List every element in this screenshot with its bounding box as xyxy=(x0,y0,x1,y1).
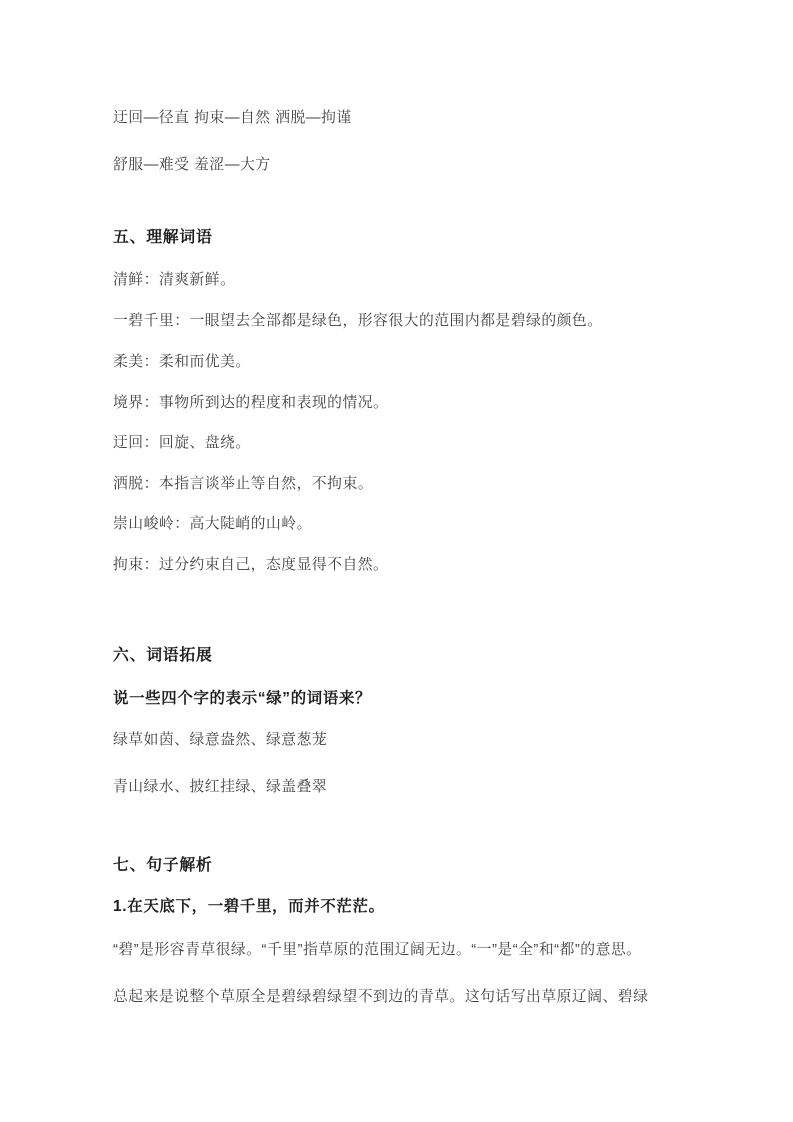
definition-line: 一碧千里：一眼望去全部都是绿色，形容很大的范围内都是碧绿的颜色。 xyxy=(113,313,603,329)
definition-line: 清鲜：清爽新鲜。 xyxy=(113,272,236,288)
word-expansion-line: 青山绿水、披红挂绿、绿盖叠翠 xyxy=(113,779,328,795)
sentence-analysis-line: “碧”是形容青草很绿。“千里”指草原的范围辽阔无边。“一”是“全”和“都”的意思。 xyxy=(113,942,642,958)
definition-line: 崇山峻岭：高大陡峭的山岭。 xyxy=(113,516,312,532)
analyzed-sentence: 1.在天底下，一碧千里，而并不茫茫。 xyxy=(113,898,385,915)
section-heading-word-expansion: 六、词语拓展 xyxy=(113,647,213,664)
sentence-analysis-line: 总起来是说整个草原全是碧绿碧绿望不到边的青草。这句话写出草原辽阔、碧绿 xyxy=(113,989,649,1005)
definition-line: 迂回：回旋、盘绕。 xyxy=(113,435,251,451)
definition-line: 洒脱：本指言谈举止等自然，不拘束。 xyxy=(113,476,374,492)
definition-line: 拘束：过分约束自己，态度显得不自然。 xyxy=(113,557,389,573)
section-heading-sentence-analysis: 七、句子解析 xyxy=(113,857,213,874)
antonym-pairs-line-2: 舒服—难受 羞涩—大方 xyxy=(113,157,271,173)
definition-line: 境界：事物所到达的程度和表现的情况。 xyxy=(113,395,389,411)
definition-line: 柔美：柔和而优美。 xyxy=(113,354,251,370)
antonym-pairs-line-1: 迂回—径直 拘束—自然 洒脱—拘谨 xyxy=(113,110,352,126)
word-expansion-line: 绿草如茵、绿意盎然、绿意葱茏 xyxy=(113,732,328,748)
section-heading-understand-words: 五、理解词语 xyxy=(113,229,213,246)
word-expansion-question: 说一些四个字的表示“绿”的词语来？ xyxy=(113,690,372,707)
